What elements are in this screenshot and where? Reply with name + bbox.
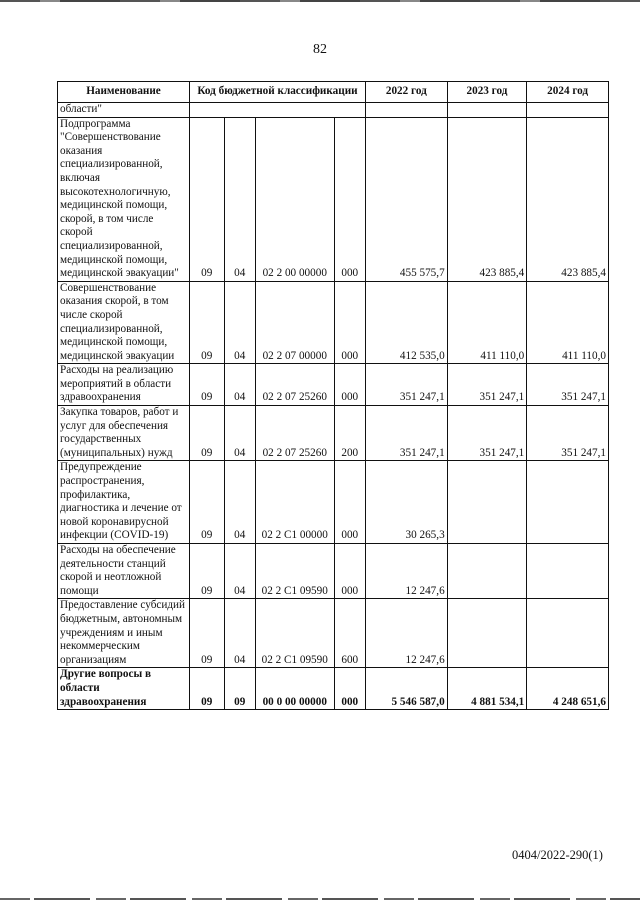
page-number: 82 [313,42,327,57]
continued-2023 [447,103,527,118]
row-amount-2022: 412 535,0 [365,281,447,364]
row-expense-type-code: 200 [334,406,365,461]
row-name: Закупка товаров, работ и услуг для обеспечения государственных (муниципальных) нужд [58,406,190,461]
table-row [58,461,609,544]
row-amount-2023: 351 247,1 [447,364,527,406]
row-name: Совершенствование оказания скорой, в том числе скорой специализированной, медицинской помощи, медицинской эвакуации [58,281,190,364]
row-amount-2022: 30 265,3 [365,461,447,544]
row-subsection-code: 04 [224,406,255,461]
header-name: Наименование [58,82,190,103]
header-2024: 2024 год [527,82,609,103]
row-amount-2023: 4 881 534,1 [447,668,527,710]
row-target-article-code: 02 2 00 00000 [255,117,334,281]
row-target-article-code: 02 2 C1 09590 [255,544,334,599]
document-code: 0404/2022-290(1) [512,848,603,862]
row-name: Предоставление субсидий бюджетным, автономным учреждениям и иным некоммерческим организациям [58,599,190,668]
row-amount-2022: 12 247,6 [365,599,447,668]
row-name: Подпрограмма "Совершенствование оказания специализированной, включая высокотехнологичную, медицинской помощи, скорой, в том числе скорой специализированной, медицинской помощи, медицинской эвакуации" [58,117,190,281]
row-section-code: 09 [189,668,224,710]
row-amount-2023 [447,544,527,599]
table-header-row [58,82,609,103]
row-target-article-code: 02 2 07 25260 [255,406,334,461]
scan-bottom-edge [0,898,640,900]
row-amount-2024: 351 247,1 [527,406,609,461]
row-amount-2024 [527,544,609,599]
row-name: Расходы на реализацию мероприятий в области здравоохранения [58,364,190,406]
budget-table [57,81,609,710]
row-section-code: 09 [189,406,224,461]
row-amount-2023 [447,599,527,668]
row-subsection-code: 04 [224,117,255,281]
continued-name: области" [58,103,190,118]
table-row [58,117,609,281]
row-expense-type-code: 000 [334,281,365,364]
row-target-article-code: 02 2 07 00000 [255,281,334,364]
header-2023: 2023 год [447,82,527,103]
row-amount-2023: 351 247,1 [447,406,527,461]
row-amount-2023: 411 110,0 [447,281,527,364]
scan-top-edge [0,0,640,2]
table-row [58,544,609,599]
row-amount-2022: 12 247,6 [365,544,447,599]
row-amount-2022: 455 575,7 [365,117,447,281]
row-section-code: 09 [189,544,224,599]
row-subsection-code: 04 [224,544,255,599]
row-section-code: 09 [189,599,224,668]
row-amount-2022: 351 247,1 [365,364,447,406]
row-expense-type-code: 000 [334,461,365,544]
row-subsection-code: 04 [224,461,255,544]
table-row [58,668,609,710]
header-2022: 2022 год [365,82,447,103]
row-subsection-code: 04 [224,281,255,364]
row-subsection-code: 04 [224,364,255,406]
table-body [58,103,609,710]
row-name: Предупреждение распространения, профилактика, диагностика и лечение от новой коронавирусной инфекции (COVID-19) [58,461,190,544]
row-subsection-code: 09 [224,668,255,710]
row-amount-2022: 351 247,1 [365,406,447,461]
row-section-code: 09 [189,281,224,364]
row-expense-type-code: 000 [334,544,365,599]
row-section-code: 09 [189,117,224,281]
table-row [58,364,609,406]
row-section-code: 09 [189,364,224,406]
row-amount-2024: 4 248 651,6 [527,668,609,710]
row-target-article-code: 00 0 00 00000 [255,668,334,710]
continued-2024 [527,103,609,118]
row-target-article-code: 02 2 C1 00000 [255,461,334,544]
row-target-article-code: 02 2 07 25260 [255,364,334,406]
row-amount-2023: 423 885,4 [447,117,527,281]
row-amount-2024: 411 110,0 [527,281,609,364]
continued-code-cell [189,103,365,118]
header-code: Код бюджетной классификации [189,82,365,103]
row-subsection-code: 04 [224,599,255,668]
row-amount-2022: 5 546 587,0 [365,668,447,710]
row-expense-type-code: 000 [334,364,365,406]
continued-2022 [365,103,447,118]
table-row [58,281,609,364]
row-name: Расходы на обеспечение деятельности станций скорой и неотложной помощи [58,544,190,599]
row-amount-2023 [447,461,527,544]
row-amount-2024 [527,461,609,544]
row-amount-2024: 351 247,1 [527,364,609,406]
table-row [58,406,609,461]
row-target-article-code: 02 2 C1 09590 [255,599,334,668]
table-row-continuation [58,103,609,118]
row-expense-type-code: 000 [334,117,365,281]
row-amount-2024 [527,599,609,668]
table-row [58,599,609,668]
row-expense-type-code: 000 [334,668,365,710]
row-name: Другие вопросы в области здравоохранения [58,668,190,710]
row-expense-type-code: 600 [334,599,365,668]
row-amount-2024: 423 885,4 [527,117,609,281]
row-section-code: 09 [189,461,224,544]
